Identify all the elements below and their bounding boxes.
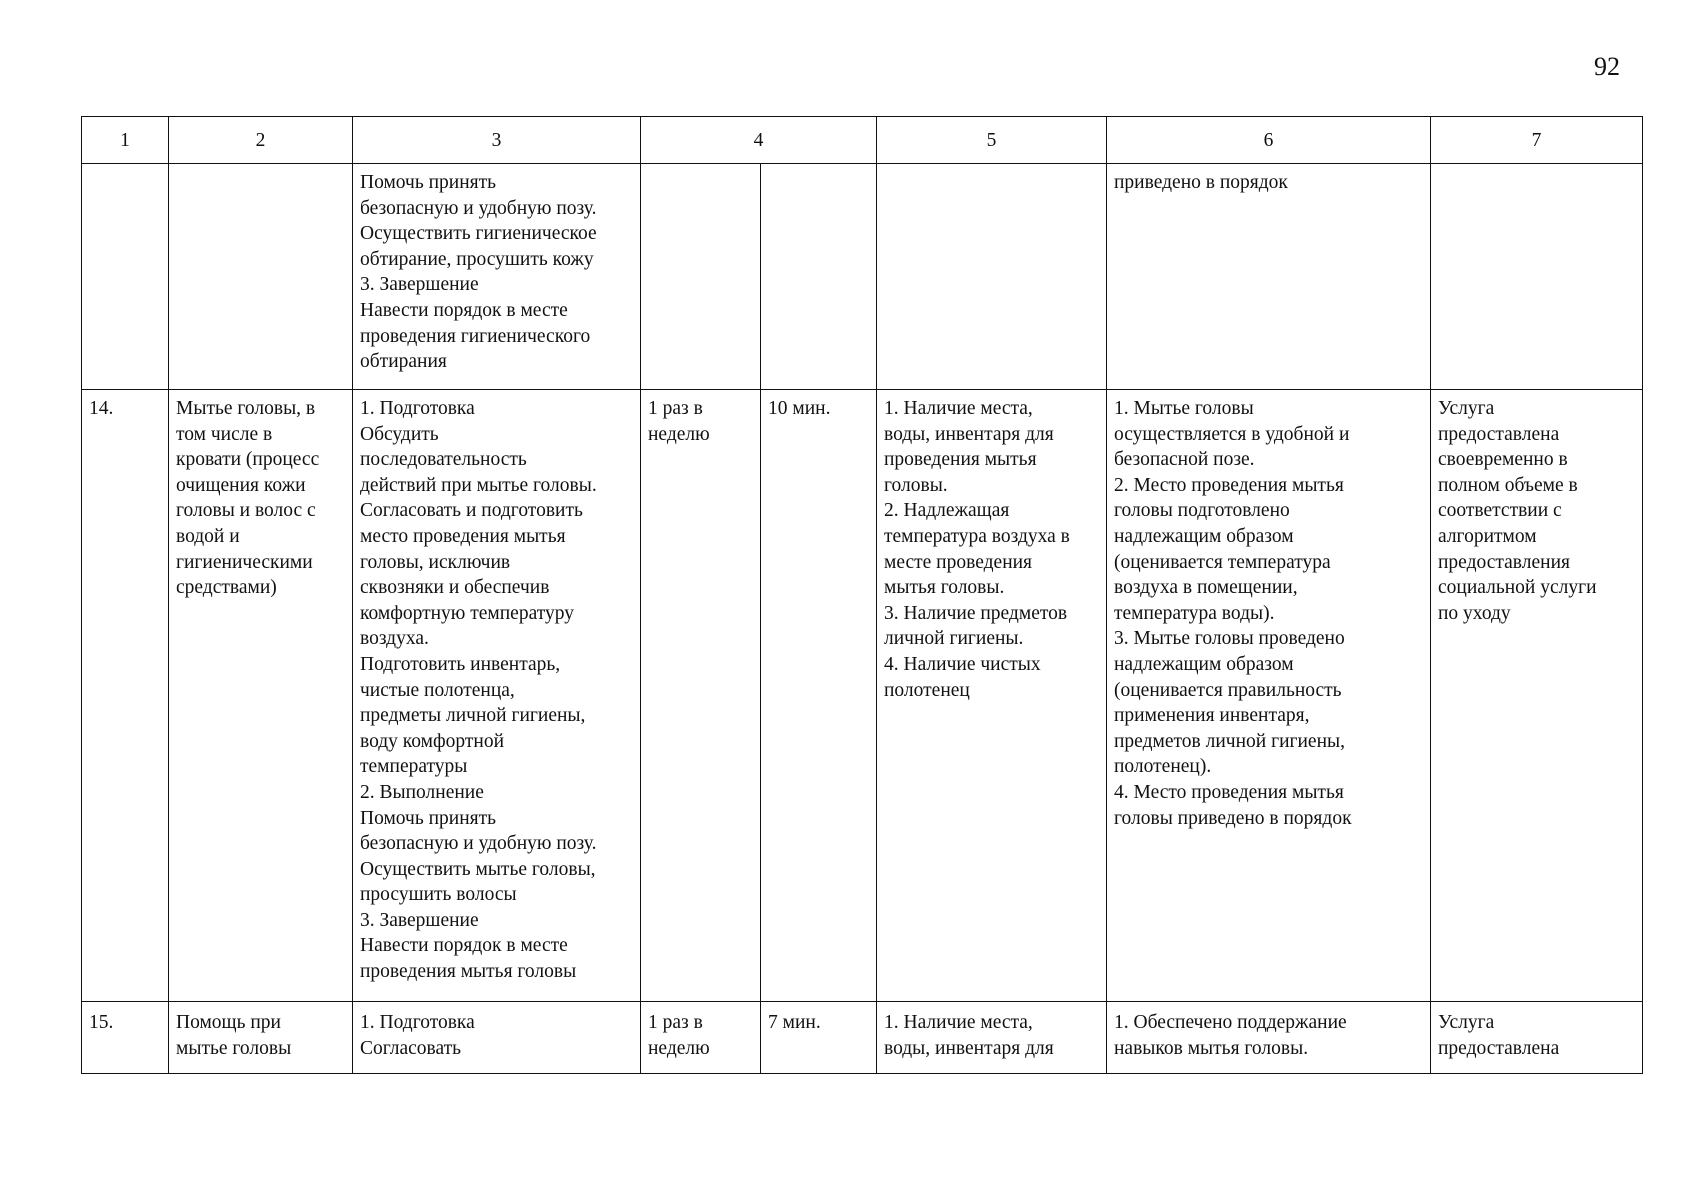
cell-conditions: 1. Наличие места, воды, инвентаря для проведения мытья головы. 2. Надлежащая температура воздуха в месте проведения мытья головы. 3. Наличие предметов личной гигиены. 4. Наличие чистых полотенец xyxy=(877,390,1107,1002)
cell-periodicity: 1 раз в неделю xyxy=(641,1002,761,1074)
page-number: 92 xyxy=(1594,52,1620,81)
cell-indicators: 1. Обеспечено поддержание навыков мытья головы. xyxy=(1107,1002,1431,1074)
cell-indicators: приведено в порядок xyxy=(1107,164,1431,390)
cell-service: Мытье головы, в том числе в кровати (процесс очищения кожи головы и волос с водой и гигиеническими средствами) xyxy=(169,390,353,1002)
table-row xyxy=(82,390,1643,1002)
cell-procedure: 1. Подготовка Согласовать xyxy=(353,1002,641,1074)
cell-periodicity xyxy=(641,164,761,390)
table-row xyxy=(82,164,1643,390)
header-cell-col1: 1 xyxy=(82,117,169,164)
cell-procedure: Помочь принять безопасную и удобную позу. Осуществить гигиеническое обтирание, просушить кожу 3. Завершение Навести порядок в месте проведения гигиенического обтирания xyxy=(353,164,641,390)
table-row xyxy=(82,1002,1643,1074)
header-cell-col4: 4 xyxy=(641,117,877,164)
header-cell-col7: 7 xyxy=(1431,117,1643,164)
cell-indicators: 1. Мытье головы осуществляется в удобной и безопасной позе. 2. Место проведения мытья головы подготовлено надлежащим образом (оценивается температура воздуха в помещении, температура воды). 3. Мытье головы проведено надлежащим образом (оценивается правильность применения инвентаря, предметов личной гигиены, полотенец). 4. Место проведения мытья головы приведено в порядок xyxy=(1107,390,1431,1002)
cell-number: 15. xyxy=(82,1002,169,1074)
cell-service xyxy=(169,164,353,390)
cell-duration xyxy=(761,164,877,390)
cell-conditions: 1. Наличие места, воды, инвентаря для xyxy=(877,1002,1107,1074)
header-cell-col2: 2 xyxy=(169,117,353,164)
cell-conditions xyxy=(877,164,1107,390)
cell-periodicity: 1 раз в неделю xyxy=(641,390,761,1002)
header-cell-col5: 5 xyxy=(877,117,1107,164)
cell-evaluation xyxy=(1431,164,1643,390)
header-cell-col6: 6 xyxy=(1107,117,1431,164)
header-cell-col3: 3 xyxy=(353,117,641,164)
cell-procedure: 1. Подготовка Обсудить последовательность действий при мытье головы. Согласовать и подготовить место проведения мытья головы, исключив сквозняки и обеспечив комфортную температуру воздуха. Подготовить инвентарь, чистые полотенца, предметы личной гигиены, воду комфортной температуры 2. Выполнение Помочь принять безопасную и удобную позу. Осуществить мытье головы, просушить волосы 3. Завершение Навести порядок в месте проведения мытья головы xyxy=(353,390,641,1002)
cell-number xyxy=(82,164,169,390)
cell-evaluation: Услуга предоставлена своевременно в полном объеме в соответствии с алгоритмом предоставления социальной услуги по уходу xyxy=(1431,390,1643,1002)
services-table xyxy=(81,116,1643,1074)
cell-evaluation: Услуга предоставлена xyxy=(1431,1002,1643,1074)
cell-service: Помощь при мытье головы xyxy=(169,1002,353,1074)
cell-duration: 10 мин. xyxy=(761,390,877,1002)
cell-duration: 7 мин. xyxy=(761,1002,877,1074)
cell-number: 14. xyxy=(82,390,169,1002)
table-header-row xyxy=(82,117,1643,164)
